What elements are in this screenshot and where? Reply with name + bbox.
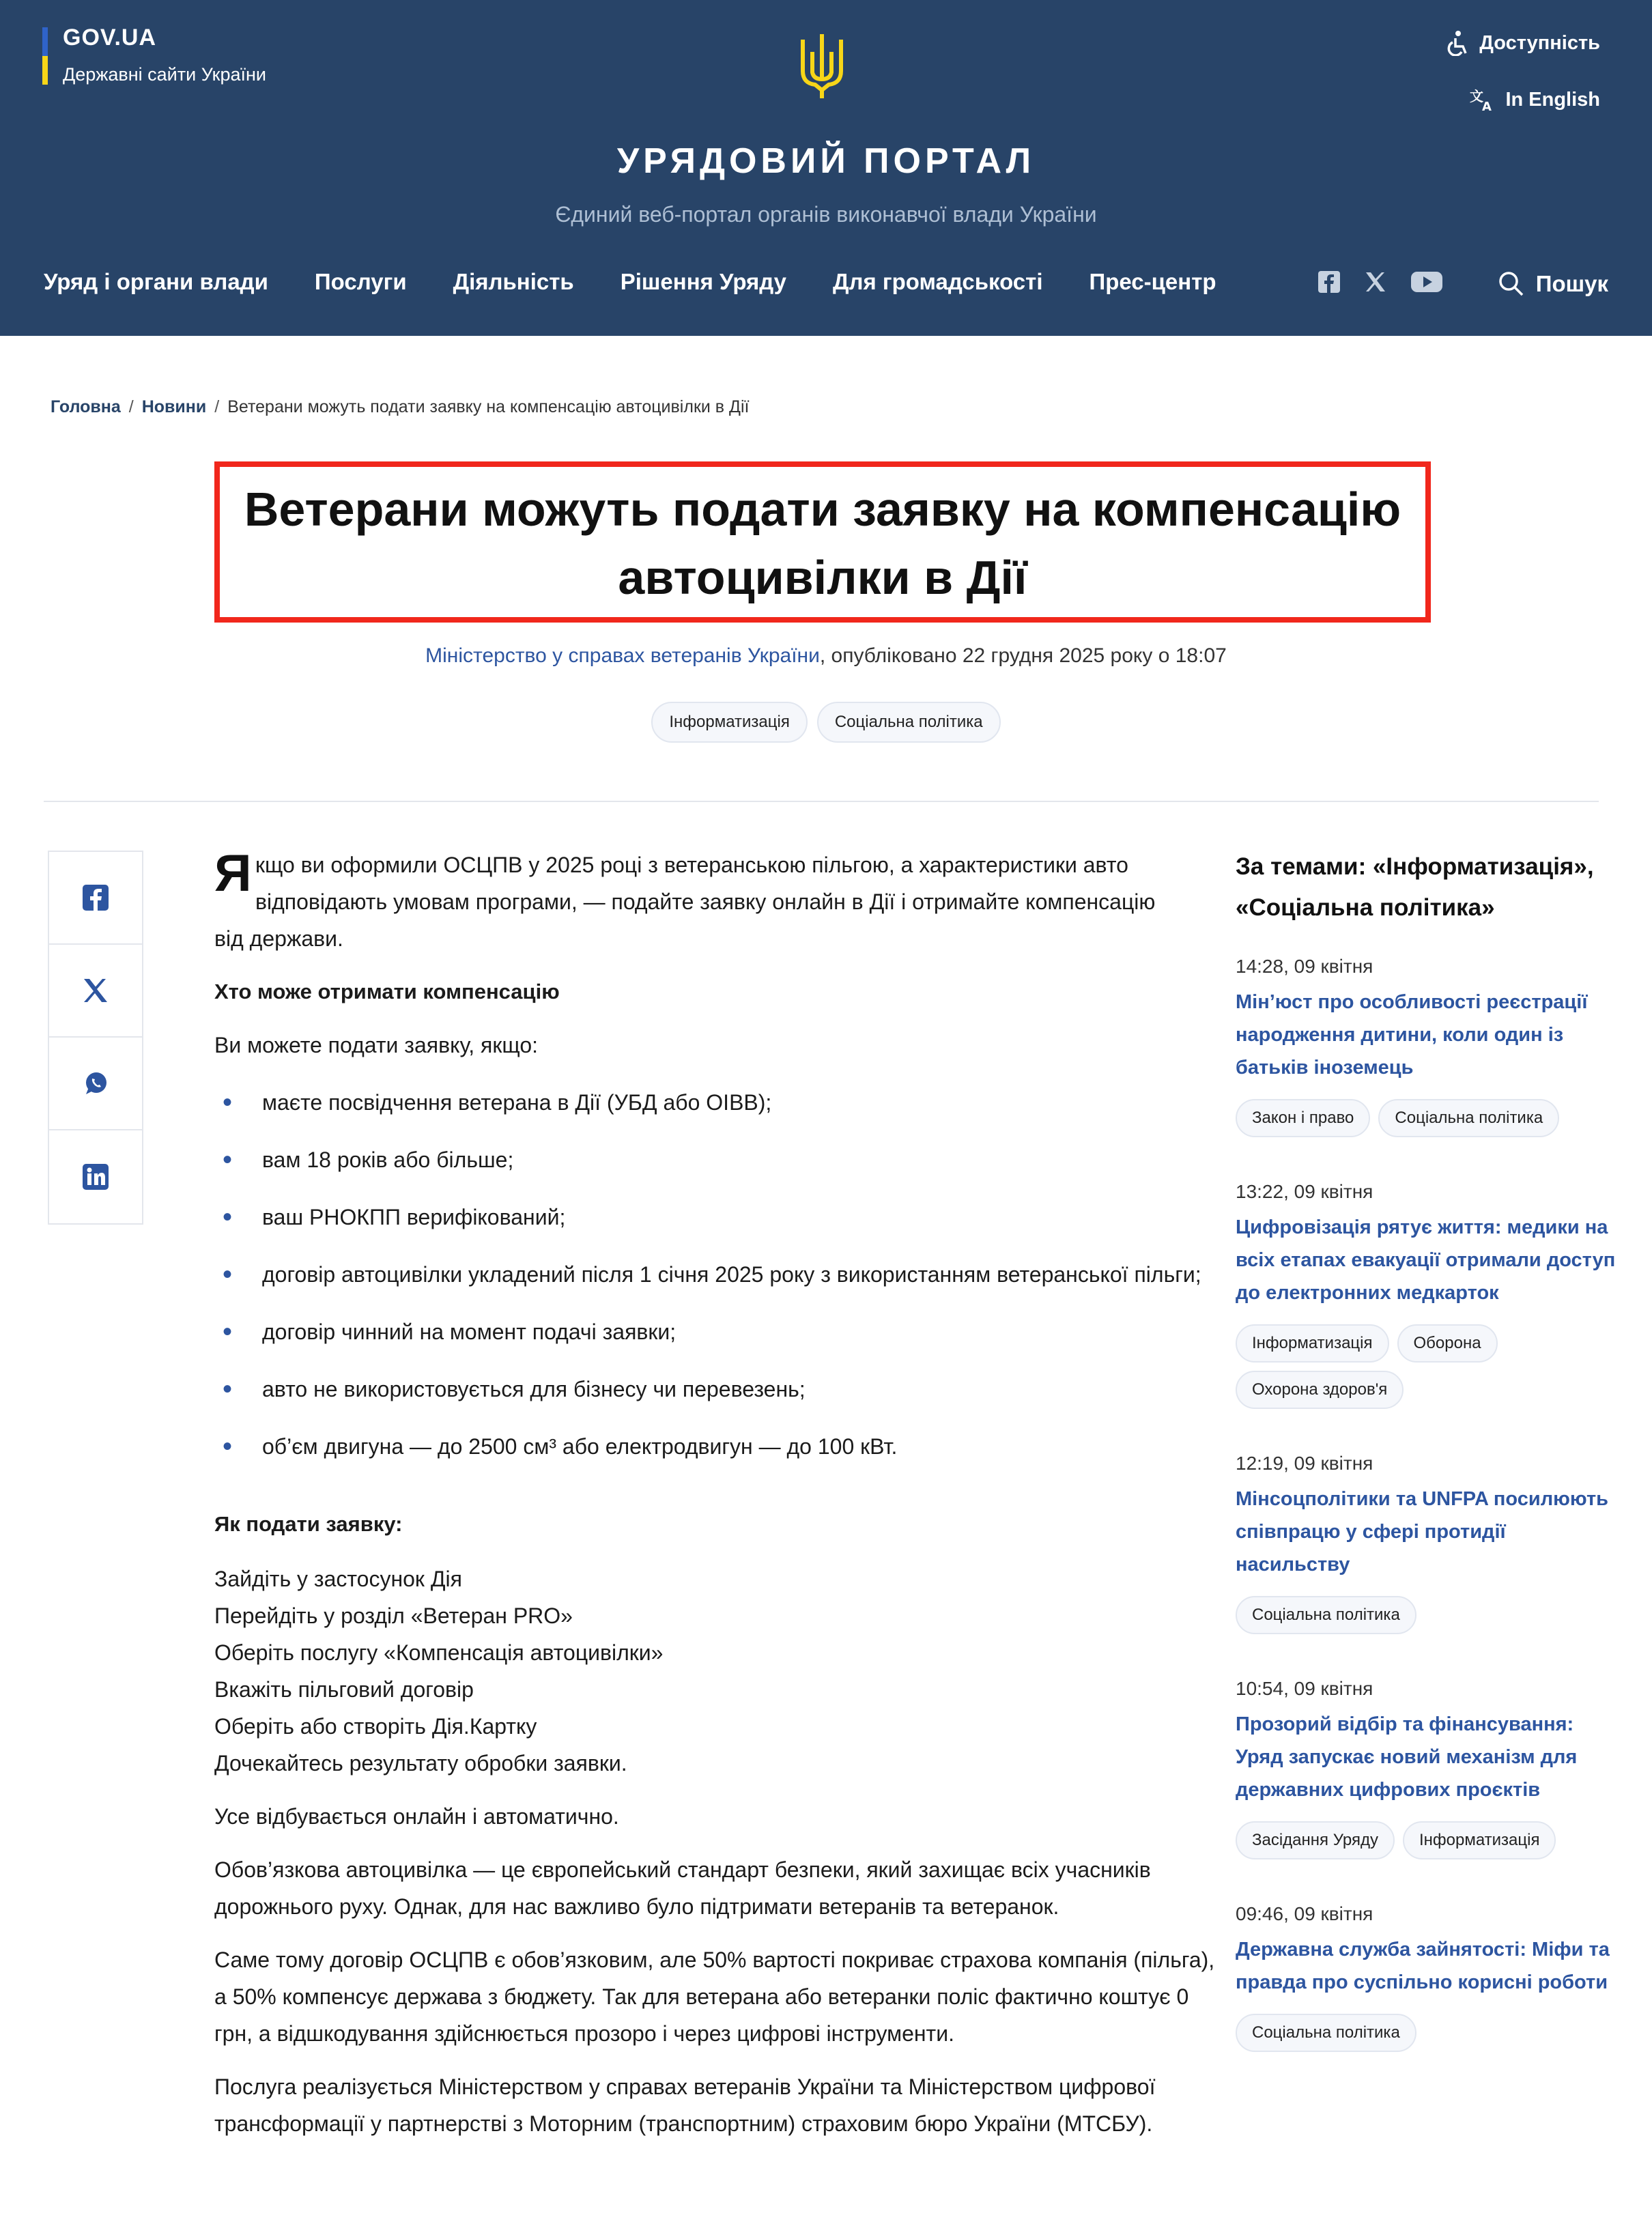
list-item: • вам 18 років або більше; [214,1141,1218,1178]
accessibility-label: Доступність [1479,31,1600,54]
news-tags [1236,1099,1618,1137]
youtube-icon[interactable] [1410,270,1443,294]
tag-social-policy[interactable]: Соціальна політика [1236,1596,1416,1634]
page-title [220,475,1425,612]
news-item [1236,1903,1618,2052]
search-button[interactable] [1498,270,1608,298]
linkedin-icon [82,1163,109,1190]
share-whatsapp-button[interactable] [49,1038,142,1130]
nav-decisions[interactable]: Рішення Уряду [620,269,786,294]
trident-logo-icon[interactable] [799,31,845,100]
news-headline-link[interactable]: Мін’юст про особливості реєстрації народження дитини, коли один із батьків іноземець [1236,991,1588,1079]
lead-paragraph [214,846,1218,957]
nav-government[interactable]: Уряд і органи влади [44,269,268,294]
paragraph-service: Послуга реалізується Міністерством у справах ветеранів України та Міністерством цифрової трансформації у партнерстві з Моторним (транспортним) страховим бюро України (МТСБУ). [214,2074,1156,2136]
share-x-button[interactable] [49,945,142,1038]
x-twitter-icon[interactable] [1364,270,1387,294]
list-item: • договір автоцивілки укладений після 1 січня 2025 року з використанням ветеранської пільги; [214,1256,1218,1293]
nav-services[interactable]: Послуги [314,269,407,294]
main-nav [44,269,1216,295]
step-item: Оберіть або створіть Дія.Картку [214,1714,537,1739]
steps-list [214,1560,1218,1782]
source-link[interactable]: Міністерство у справах ветеранів України [425,644,820,667]
tag-informatization[interactable]: Інформатизація [1236,1324,1389,1363]
step-item: Дочекайтесь результату обробки заявки. [214,1751,627,1775]
translate-icon [1470,87,1496,112]
paragraph-osago: Обов’язкова автоцивілка — це європейський стандарт безпеки, який захищає всіх учасників дорожнього руху. Однак, для нас важливо було підтримати ветеранів та ветеранок. [214,1857,1151,1919]
breadcrumb-news[interactable]: Новини [141,397,207,416]
news-headline-link[interactable]: Прозорий відбір та фінансування: Уряд запускає новий механізм для державних цифрових проєктів [1236,1713,1578,1801]
nav-press[interactable]: Прес-центр [1089,269,1216,294]
news-time: 10:54, 09 квітня [1236,1678,1373,1699]
tag-cabinet-meeting[interactable]: Засідання Уряду [1236,1821,1395,1859]
step-item: Оберіть послугу «Компенсація автоцивілки» [214,1640,664,1665]
article-tags [0,702,1652,743]
news-headline-link[interactable]: Державна служба зайнятості: Міфи та правда про суспільно корисні роботи [1236,1939,1610,1993]
news-time: 13:22, 09 квітня [1236,1181,1373,1202]
svg-text:A: A [1482,100,1492,112]
news-item [1236,956,1618,1137]
published-date: , опубліковано 22 грудня 2025 року о 18:07 [819,644,1227,667]
tag-healthcare[interactable]: Охорона здоров'я [1236,1371,1404,1409]
facebook-icon[interactable] [1318,270,1341,294]
language-label: In English [1505,88,1600,111]
svg-text:文: 文 [1470,88,1484,104]
heading-who-can: Хто може отримати компенсацію [214,980,560,1003]
share-linkedin-button[interactable] [49,1130,142,1223]
list-item: • ваш РНОКПП верифікований; [214,1199,1218,1236]
article-body [214,846,1218,2142]
list-item: • авто не використовується для бізнесу чи перевезень; [214,1371,1218,1408]
share-facebook-button[interactable] [49,852,142,945]
tag-informatization[interactable]: Інформатизація [1403,1821,1556,1859]
news-time: 12:19, 09 квітня [1236,1453,1373,1474]
drop-cap: Я [214,844,252,902]
title-highlight-box [214,461,1431,623]
sidebar-title: За темами: «Інформатизація», «Соціальна політика» [1236,853,1594,921]
accessibility-button[interactable] [1447,30,1600,56]
gov-ua-label[interactable]: GOV.UA [63,25,157,51]
nav-activity[interactable]: Діяльність [453,269,574,294]
conditions-list [214,1084,1218,1465]
news-item [1236,1181,1618,1409]
step-item: Зайдіть у застосунок Дія [214,1567,462,1591]
news-tags [1236,1596,1618,1634]
news-headline-link[interactable]: Мінсоцполітики та UNFPA посилюють співпрацю у сфері протидії насильству [1236,1488,1608,1575]
breadcrumb-current: Ветерани можуть подати заявку на компенсацію автоцивілки в Дії [227,397,750,416]
portal-title[interactable]: УРЯДОВИЙ ПОРТАЛ [616,141,1036,181]
portal-subtitle: Єдиний веб-портал органів виконавчої влади України [555,202,1097,227]
site-header [0,0,1652,336]
tag-social-policy[interactable]: Соціальна політика [817,702,1001,743]
news-tags [1236,2014,1618,2052]
heading-how-to-apply: Як подати заявку: [214,1512,403,1536]
list-item: • договір чинний на момент подачі заявки; [214,1313,1218,1350]
gov-sites-label[interactable]: Державні сайти України [63,64,266,85]
tag-social-policy[interactable]: Соціальна політика [1236,2014,1416,2052]
paragraph-online: Усе відбувається онлайн і автоматично. [214,1804,619,1829]
title-line-1: Ветерани можуть подати заявку на компенсацію [244,483,1401,536]
news-tags [1236,1324,1618,1409]
breadcrumb-home[interactable]: Головна [51,397,121,416]
tag-informatization[interactable]: Інформатизація [651,702,808,743]
search-label: Пошук [1535,271,1608,296]
news-time: 14:28, 09 квітня [1236,956,1373,977]
title-line-2: автоцивілки в Дії [618,551,1027,604]
share-panel [48,851,143,1225]
nav-public[interactable]: Для громадськості [833,269,1043,294]
tag-social-policy[interactable]: Соціальна політика [1378,1099,1559,1137]
paragraph-cost: Саме тому договір ОСЦПВ є обов’язковим, але 50% вартості покриває страхова компанія (пільга), а 50% компенсує держава з бюджету. Так для ветерана або ветеранки поліс фактично коштує 0 грн, а відшкодування здійснюється прозоро і через цифрові інструменти. [214,1948,1215,2046]
facebook-icon [82,884,109,911]
tag-law[interactable]: Закон і право [1236,1099,1370,1137]
news-item [1236,1678,1618,1859]
whatsapp-icon [82,1070,109,1097]
accessibility-icon [1447,30,1470,56]
tag-defense[interactable]: Оборона [1397,1324,1498,1363]
header-social-links [1318,270,1443,294]
news-headline-link[interactable]: Цифровізація рятує життя: медики на всіх етапах евакуації отримали доступ до електронних медкарток [1236,1216,1616,1304]
step-item: Вкажіть пільговий договір [214,1677,474,1702]
related-news-sidebar [1236,846,1618,2052]
divider [44,801,1599,802]
list-item: • маєте посвідчення ветерана в Дії (УБД або ОІВВ); [214,1084,1218,1121]
paragraph-can-apply: Ви можете подати заявку, якщо: [214,1033,538,1057]
news-tags [1236,1821,1618,1859]
search-icon [1498,270,1525,298]
breadcrumb: Головна / Новини / Ветерани можуть подати заявку на компенсацію автоцивілки в Дії [51,397,750,416]
x-twitter-icon [82,977,109,1004]
article-meta [0,644,1652,668]
lead-text: кщо ви оформили ОСЦПВ у 2025 році з ветеранською пільгою, а характеристики авто відповідають умовам програми, — подайте заявку онлайн в Дії і отримайте компенсацію [255,853,1156,914]
news-time: 09:46, 09 квітня [1236,1903,1373,1924]
list-item: • об’єм двигуна — до 2500 см³ або електродвигун — до 100 кВт. [214,1428,1218,1465]
lead-text-end: від держави. [214,926,343,951]
language-switch[interactable] [1470,87,1600,112]
step-item: Перейдіть у розділ «Ветеран PRO» [214,1603,573,1628]
flag-bar [42,27,48,85]
news-item [1236,1453,1618,1634]
